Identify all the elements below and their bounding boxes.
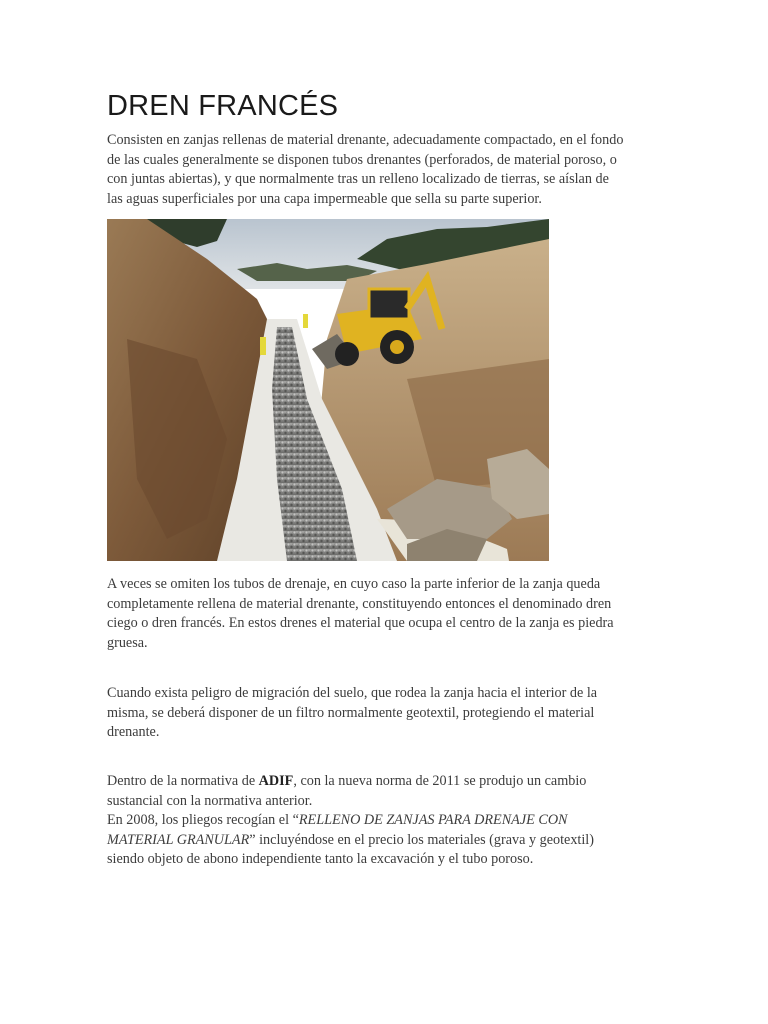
paragraph-line: sustancial con la normativa anterior.: [107, 792, 313, 809]
paragraph-line: siendo objeto de abono independiente tanto la excavación y el tubo poroso.: [107, 851, 534, 868]
text-run: En 2008, los pliegos recogían el “: [107, 812, 299, 829]
paragraph-line: A veces se omiten los tubos de drenaje, en cuyo caso la parte inferior de la zanja queda: [107, 576, 601, 592]
quoted-title: RELLENO DE ZANJAS PARA DRENAJE CON: [298, 812, 568, 829]
paragraph-line: [107, 772, 663, 792]
paragraph-line: drenante.: [107, 724, 160, 741]
paragraph-line: [107, 811, 663, 831]
adif-paragraph: [107, 772, 663, 870]
trench-photo: [107, 219, 549, 561]
paragraph-line: completamente rellena de material drenante, constituyendo entonces el denominado dren: [107, 595, 612, 612]
paragraph-line: ciego o dren francés. En estos drenes el material que ocupa el centro de la zanja es piedra: [107, 615, 614, 632]
intro-paragraph: [107, 131, 663, 209]
quoted-title: MATERIAL GRANULAR: [107, 831, 250, 848]
intro-line: Consisten en zanjas rellenas de material drenante, adecuadamente compactado, en el fondo: [107, 132, 624, 148]
paragraph-line: misma, se deberá disponer de un filtro normalmente geotextil, protegiendo el material: [107, 704, 595, 721]
page-title: DREN FRANCÉS: [107, 90, 339, 122]
text-run: Dentro de la normativa de: [107, 773, 259, 789]
text-run: , con la nueva norma de 2011 se produjo un cambio: [293, 773, 587, 789]
text-run: ” incluyéndose en el precio los materiales (grava y geotextil): [249, 831, 594, 848]
intro-line: las aguas superficiales por una capa impermeable que sella su parte superior.: [107, 190, 542, 207]
migration-paragraph: [107, 684, 663, 743]
intro-line: con juntas abiertas), y que normalmente tras un relleno localizado de tierras, se aíslan de: [107, 171, 609, 188]
paragraph-line: [107, 831, 663, 851]
paragraph-line: Cuando exista peligro de migración del suelo, que rodea la zanja hacia el interior de la: [107, 685, 598, 701]
intro-line: de las cuales generalmente se disponen tubos drenantes (perforados, de material poroso, o: [107, 151, 617, 168]
paragraph-line: gruesa.: [107, 634, 148, 651]
omitted-pipes-paragraph: [107, 575, 663, 653]
adif-bold: ADIF: [258, 773, 294, 789]
